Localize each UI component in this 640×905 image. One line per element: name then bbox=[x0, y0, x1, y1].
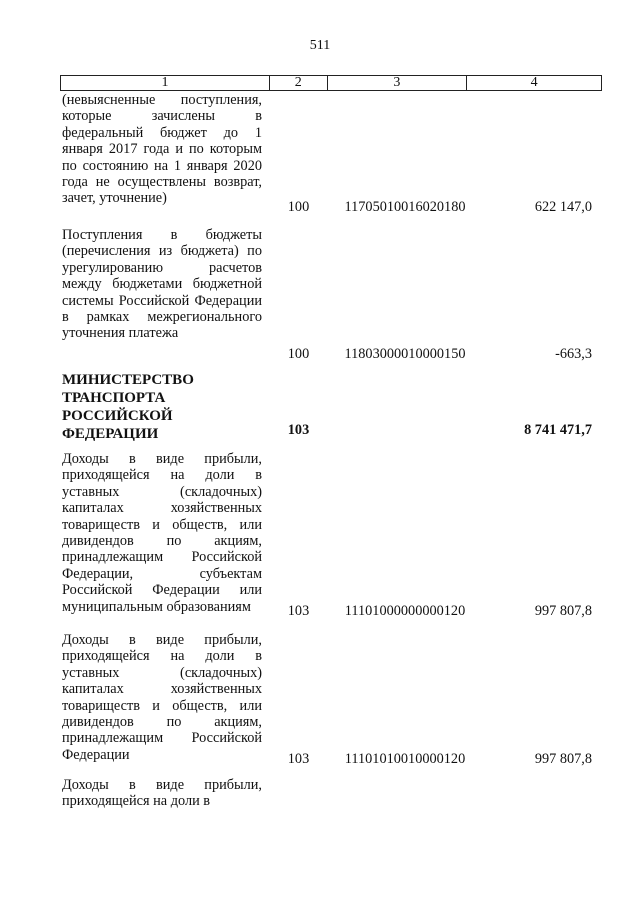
row-code: 103 bbox=[287, 421, 310, 438]
table-row bbox=[0, 371, 640, 441]
table-row bbox=[0, 227, 640, 362]
row-description: Доходы в виде прибыли, приходящейся на доли в bbox=[62, 777, 262, 810]
row-amount: -663,3 bbox=[555, 345, 592, 362]
column-header-table bbox=[60, 75, 602, 91]
row-amount: 997 807,8 bbox=[534, 602, 592, 619]
row-description: (невыясненные поступления, которые зачислены в федеральный бюджет до 1 января 2017 года и по которым по состоянию на 1 января 2020 года не осуществлены возврат, зачет, уточнение) bbox=[62, 92, 262, 207]
ministry-heading: МИНИСТЕРСТВО ТРАНСПОРТА РОССИЙСКОЙ ФЕДЕРАЦИИ bbox=[62, 372, 194, 442]
row-amount: 8 741 471,7 bbox=[524, 421, 592, 438]
table-row bbox=[0, 777, 640, 817]
row-description: Доходы в виде прибыли, приходящейся на доли в уставных (складочных) капиталах хозяйственных товариществ и обществ, или дивидендов по акциям, принадлежащим Российской Федерации bbox=[62, 632, 262, 763]
page-number: 511 bbox=[309, 38, 331, 53]
row-code: 100 bbox=[287, 198, 310, 215]
column-header-2: 2 bbox=[270, 76, 328, 91]
column-header-1: 1 bbox=[61, 76, 270, 91]
row-kbk: 11705010016020180 bbox=[344, 198, 466, 215]
row-kbk: 11101000000000120 bbox=[344, 602, 466, 619]
table-row bbox=[0, 451, 640, 619]
column-header-4: 4 bbox=[467, 76, 602, 91]
row-code: 103 bbox=[287, 602, 310, 619]
column-header-3: 3 bbox=[327, 76, 467, 91]
table-row bbox=[0, 92, 640, 215]
row-kbk: 11101010010000120 bbox=[344, 750, 466, 767]
row-code: 100 bbox=[287, 345, 310, 362]
row-amount: 997 807,8 bbox=[534, 750, 592, 767]
row-code: 103 bbox=[287, 750, 310, 767]
row-amount: 622 147,0 bbox=[534, 198, 592, 215]
row-description: Доходы в виде прибыли, приходящейся на доли в уставных (складочных) капиталах хозяйственных товариществ и обществ, или дивидендов по акциям, принадлежащим Российской Федерации, субъектам Российской Федерации или муниципальным образованиям bbox=[62, 451, 262, 615]
table-row bbox=[0, 632, 640, 767]
row-description: Поступления в бюджеты (перечисления из бюджета) по урегулированию расчетов между бюджетами бюджетной системы Российской Федерации в рамках межрегионального уточнения платежа bbox=[62, 227, 262, 342]
row-kbk: 11803000010000150 bbox=[344, 345, 466, 362]
